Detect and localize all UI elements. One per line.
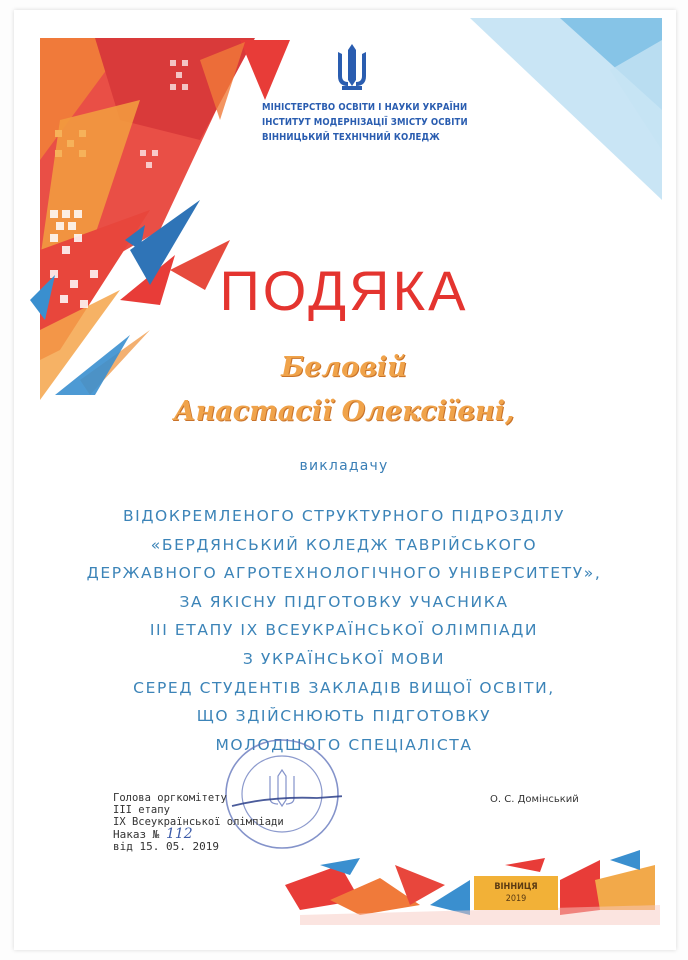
recipient-surname: Беловій: [281, 352, 407, 383]
order-number: 112: [165, 826, 193, 842]
body-line: ДЕРЖАВНОГО АГРОТЕХНОЛОГІЧНОГО УНІВЕРСИТЕТУ»,: [86, 564, 602, 583]
institute-name: ІНСТИТУТ МОДЕРНІЗАЦІЇ ЗМІСТУ ОСВІТИ: [262, 117, 468, 128]
college-name: ВІННИЦЬКИЙ ТЕХНІЧНИЙ КОЛЕДЖ: [262, 132, 440, 143]
body-line: МОЛОДШОГО СПЕЦІАЛІСТА: [215, 735, 473, 754]
position-line: ІІІ етапу: [113, 804, 170, 816]
date-label: від: [113, 840, 133, 853]
signatory-name: О. С. Домінський: [490, 794, 579, 805]
badge-city: ВІННИЦЯ: [494, 882, 538, 892]
body-line: ЗА ЯКІСНУ ПІДГОТОВКУ УЧАСНИКА: [179, 592, 509, 611]
body-line: СЕРЕД СТУДЕНТІВ ЗАКЛАДІВ ВИЩОЇ ОСВІТИ,: [133, 678, 555, 697]
signatory-position: [113, 792, 284, 828]
position-line: Голова оргкомітету: [113, 792, 227, 804]
order-label: Наказ №: [113, 828, 160, 841]
body-line: З УКРАЇНСЬКОЇ МОВИ: [242, 649, 446, 668]
position-line: ІХ Всеукраїнської олімпіади: [113, 816, 284, 828]
body-line: «БЕРДЯНСЬКИЙ КОЛЕДЖ ТАВРІЙСЬКОГО: [150, 535, 538, 554]
certificate-body: [0, 502, 688, 759]
body-line: ЩО ЗДІЙСНЮЮТЬ ПІДГОТОВКУ: [196, 707, 492, 726]
badge-year: 2019: [505, 894, 527, 904]
recipient-given-names: Анастасії Олексіївні,: [173, 396, 515, 427]
issuer-header: [262, 100, 512, 145]
recipient-role: викладачу: [299, 458, 389, 474]
order-reference: [113, 828, 219, 853]
ministry-name: МІНІСТЕРСТВО ОСВІТИ І НАУКИ УКРАЇНИ: [262, 102, 468, 113]
body-line: ІІІ ЕТАПУ ІХ ВСЕУКРАЇНСЬКОЇ ОЛІМПІАДИ: [149, 621, 539, 640]
certificate-title: ПОДЯКА: [219, 259, 469, 322]
trident-icon: [334, 42, 370, 94]
body-line: ВІДОКРЕМЛЕНОГО СТРУКТУРНОГО ПІДРОЗДІЛУ: [122, 507, 566, 525]
city-badge: [474, 876, 558, 910]
order-date: 15. 05. 2019: [139, 840, 219, 853]
